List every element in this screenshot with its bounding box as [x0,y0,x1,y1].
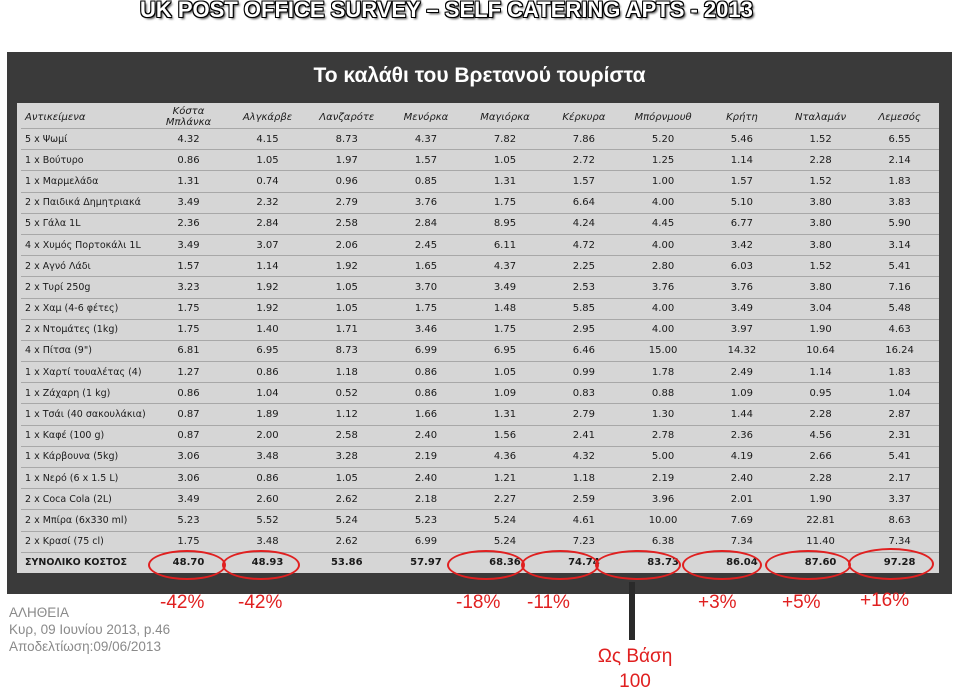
table-row [21,383,939,404]
price-cell: 3.28 [307,446,386,467]
table-row [21,319,939,340]
highlight-oval-corfu [521,550,599,580]
price-cell: 0.96 [307,171,386,192]
price-cell: 3.70 [387,277,466,298]
price-cell: 22.81 [781,510,860,531]
price-cell: 2.53 [545,277,624,298]
column-header: Κόστα Μπλάνκα [149,106,228,129]
price-cell: 1.14 [703,150,781,171]
price-cell: 3.48 [228,531,307,552]
row-label: 1 x Χαρτί τουαλέτας (4) [21,362,149,383]
table-row [21,277,939,298]
price-cell: 3.49 [149,192,228,213]
price-cell: 7.86 [545,129,624,150]
price-cell: 5.20 [623,129,703,150]
price-cell: 0.83 [545,383,624,404]
highlight-oval-limassol [848,548,934,580]
price-cell: 4.37 [387,129,466,150]
price-cell: 1.05 [307,277,386,298]
total-cell: 86.04 [726,557,758,569]
price-cell: 4.00 [623,298,703,319]
price-cell: 1.75 [149,298,228,319]
pct-corfu: -11% [527,592,570,613]
price-cell: 0.88 [623,383,703,404]
price-cell: 1.31 [465,404,544,425]
table-row [21,213,939,234]
price-cell: 3.76 [387,192,466,213]
price-cell: 1.04 [228,383,307,404]
pct-crete: +3% [698,592,737,613]
price-cell: 0.85 [387,171,466,192]
price-cell: 1.92 [307,256,386,277]
price-cell: 2.95 [545,319,624,340]
column-header: Λανζαρότε [307,106,386,129]
price-cell: 0.87 [149,404,228,425]
price-cell: 4.19 [703,446,781,467]
row-label: 5 x Ψωμί [21,129,149,150]
price-cell: 5.41 [860,446,939,467]
price-cell: 6.95 [465,340,544,361]
price-cell: 3.49 [149,489,228,510]
row-label: 2 x Κρασί (75 cl) [21,531,149,552]
price-cell: 15.00 [623,340,703,361]
price-cell: 2.87 [860,404,939,425]
highlight-oval-crete [682,550,762,580]
price-cell: 3.80 [781,213,860,234]
price-cell: 1.71 [307,319,386,340]
row-label: 2 x Μπίρα (6x330 ml) [21,510,149,531]
price-cell: 0.86 [387,362,466,383]
row-label: 1 x Κάρβουνα (5kg) [21,446,149,467]
column-header: Αλγκάρβε [228,106,307,129]
price-cell: 1.52 [781,256,860,277]
price-cell: 3.06 [149,468,228,489]
source-publication: ΑΛΗΘΕΙΑ [9,605,70,620]
price-cell: 4.72 [545,234,624,255]
price-cell: 1.75 [149,531,228,552]
price-cell: 1.05 [307,468,386,489]
highlight-oval-bournemouth [595,550,681,580]
price-cell: 6.64 [545,192,624,213]
row-label: 2 x Ντομάτες (1kg) [21,319,149,340]
price-cell: 8.73 [307,340,386,361]
source-citation [9,604,170,655]
source-date: Κυρ, 09 Ιουνίου 2013, p.46 [9,622,171,637]
price-cell: 1.04 [860,383,939,404]
price-cell: 2.14 [860,150,939,171]
price-cell: 6.38 [623,531,703,552]
highlight-oval-majorca [447,550,525,580]
price-cell: 3.06 [149,446,228,467]
price-cell: 2.17 [860,468,939,489]
price-cell: 0.87 [149,425,228,446]
price-cell: 1.31 [465,171,544,192]
price-cell: 14.32 [703,340,781,361]
table-row [21,192,939,213]
table-row [21,256,939,277]
price-cell: 2.84 [387,213,466,234]
total-cell: 68.36 [489,557,521,569]
total-cell: 48.70 [172,557,205,569]
total-cell: 83.73 [647,557,679,569]
price-cell: 3.46 [387,319,466,340]
highlight-oval-algarve [222,550,300,580]
highlight-oval-costa-blanca [148,550,226,580]
price-cell: 2.62 [307,531,386,552]
price-cell: 6.03 [703,256,781,277]
total-cell: 48.93 [251,557,284,569]
table-row [21,489,939,510]
price-cell: 2.28 [781,468,860,489]
price-cell: 2.62 [307,489,386,510]
price-cell: 2.27 [465,489,544,510]
price-cell: 7.16 [860,277,939,298]
price-cell: 2.40 [703,468,781,489]
price-cell: 4.00 [623,192,703,213]
table-row [21,531,939,552]
price-cell: 5.10 [703,192,781,213]
price-cell: 1.83 [860,171,939,192]
newspaper-scan [7,52,952,594]
price-cell: 3.97 [703,319,781,340]
price-cell: 4.00 [623,234,703,255]
price-cell: 1.27 [149,362,228,383]
table-row [21,446,939,467]
price-cell: 2.49 [703,362,781,383]
price-cell: 2.25 [545,256,624,277]
price-cell: 2.41 [545,425,624,446]
price-cell: 4.56 [781,425,860,446]
total-cell: 53.86 [330,557,363,569]
price-cell: 1.05 [228,150,307,171]
price-cell: 7.23 [545,531,624,552]
row-label: 4 x Πίτσα (9") [21,340,149,361]
price-cell: 2.32 [228,192,307,213]
price-cell: 16.24 [860,340,939,361]
price-cell: 1.92 [228,277,307,298]
price-cell: 5.85 [545,298,624,319]
price-cell: 3.96 [623,489,703,510]
price-cell: 5.46 [703,129,781,150]
price-cell: 0.95 [781,383,860,404]
price-cell: 1.05 [465,362,544,383]
price-cell: 2.58 [307,213,386,234]
price-cell: 1.75 [465,319,544,340]
price-cell: 5.00 [623,446,703,467]
price-cell: 2.18 [387,489,466,510]
total-cell: 97.28 [883,557,916,569]
row-label: 1 x Ζάχαρη (1 kg) [21,383,149,404]
table-row [21,404,939,425]
price-cell: 1.89 [228,404,307,425]
price-cell: 3.80 [781,277,860,298]
price-cell: 10.00 [623,510,703,531]
price-cell: 2.28 [781,404,860,425]
page-title: UK POST OFFICE SURVEY – SELF CATERING APTS - 2013 [140,0,753,22]
price-cell: 2.80 [623,256,703,277]
price-cell: 2.01 [703,489,781,510]
price-cell: 2.28 [781,150,860,171]
price-cell: 1.90 [781,319,860,340]
price-cell: 2.36 [149,213,228,234]
table-header-row [21,106,939,129]
price-cell: 3.23 [149,277,228,298]
base-pointer-line [629,582,635,640]
price-cell: 1.90 [781,489,860,510]
price-cell: 1.57 [703,171,781,192]
price-cell: 1.18 [307,362,386,383]
price-cell: 1.83 [860,362,939,383]
price-cell: 1.00 [623,171,703,192]
price-cell: 1.44 [703,404,781,425]
price-cell: 4.15 [228,129,307,150]
price-cell: 5.24 [307,510,386,531]
total-cell: 87.60 [804,557,837,569]
price-cell: 2.84 [228,213,307,234]
price-cell: 5.90 [860,213,939,234]
price-cell: 1.66 [387,404,466,425]
price-cell: 1.57 [387,150,466,171]
price-cell: 4.24 [545,213,624,234]
price-cell: 2.45 [387,234,466,255]
price-cell: 0.52 [307,383,386,404]
price-cell: 0.86 [228,362,307,383]
price-cell: 1.75 [149,319,228,340]
price-cell: 5.52 [228,510,307,531]
price-cell: 5.48 [860,298,939,319]
price-cell: 1.57 [545,171,624,192]
column-header: Νταλαμάν [781,106,860,129]
price-cell: 2.19 [387,446,466,467]
price-cell: 3.49 [703,298,781,319]
row-label: 2 x Coca Cola (2L) [21,489,149,510]
price-cell: 1.52 [781,129,860,150]
row-label: 1 x Καφέ (100 g) [21,425,149,446]
price-cell: 11.40 [781,531,860,552]
table-row [21,150,939,171]
price-cell: 2.31 [860,425,939,446]
row-label: 2 x Αγνό Λάδι [21,256,149,277]
price-cell: 2.40 [387,425,466,446]
price-cell: 4.45 [623,213,703,234]
column-header: Μαγιόρκα [465,106,544,129]
price-cell: 1.75 [387,298,466,319]
price-cell: 3.76 [623,277,703,298]
table-header-items: Αντικείμενα [21,106,149,129]
price-table [21,106,939,573]
price-cell: 3.76 [703,277,781,298]
table-row [21,171,939,192]
price-cell: 5.23 [149,510,228,531]
table-row [21,510,939,531]
price-cell: 4.32 [545,446,624,467]
pct-dalaman: +5% [782,592,821,613]
table-row [21,340,939,361]
base-note-label: Ως Βάση [597,646,673,667]
price-cell: 1.12 [307,404,386,425]
row-label: 1 x Νερό (6 x 1.5 L) [21,468,149,489]
price-cell: 7.34 [703,531,781,552]
price-cell: 1.56 [465,425,544,446]
price-cell: 2.79 [307,192,386,213]
price-cell: 4.37 [465,256,544,277]
price-cell: 3.37 [860,489,939,510]
column-header: Μπόρνμουθ [623,106,703,129]
price-cell: 1.65 [387,256,466,277]
price-cell: 2.59 [545,489,624,510]
pct-majorca: -18% [456,592,501,613]
price-cell: 6.11 [465,234,544,255]
price-cell: 1.75 [465,192,544,213]
table-row [21,129,939,150]
price-cell: 1.78 [623,362,703,383]
column-header: Κρήτη [703,106,781,129]
row-label: 4 x Χυμός Πορτοκάλι 1L [21,234,149,255]
row-label: 1 x Μαρμελάδα [21,171,149,192]
price-cell: 0.86 [228,468,307,489]
price-cell: 0.99 [545,362,624,383]
price-cell: 3.49 [465,277,544,298]
price-cell: 3.49 [149,234,228,255]
price-cell: 1.09 [465,383,544,404]
column-header: Κέρκυρα [545,106,624,129]
price-cell: 1.14 [781,362,860,383]
price-cell: 2.78 [623,425,703,446]
price-cell: 1.25 [623,150,703,171]
table-row [21,362,939,383]
price-cell: 1.40 [228,319,307,340]
price-cell: 3.42 [703,234,781,255]
price-cell: 3.14 [860,234,939,255]
price-cell: 3.48 [228,446,307,467]
price-cell: 4.00 [623,319,703,340]
table-row [21,234,939,255]
price-cell: 2.72 [545,150,624,171]
price-cell: 1.31 [149,171,228,192]
source-clipping-date: Αποδελτίωση:09/06/2013 [9,639,161,654]
price-cell: 5.24 [465,531,544,552]
price-cell: 8.73 [307,129,386,150]
price-cell: 8.63 [860,510,939,531]
price-cell: 1.97 [307,150,386,171]
price-cell: 2.66 [781,446,860,467]
price-cell: 2.36 [703,425,781,446]
price-cell: 4.36 [465,446,544,467]
price-cell: 1.09 [703,383,781,404]
price-cell: 6.46 [545,340,624,361]
table-row [21,468,939,489]
price-cell: 1.21 [465,468,544,489]
price-cell: 3.80 [781,234,860,255]
base-note-value: 100 [619,671,651,692]
price-table-panel [17,103,939,573]
price-cell: 4.61 [545,510,624,531]
price-cell: 0.86 [387,383,466,404]
price-cell: 3.07 [228,234,307,255]
price-cell: 3.04 [781,298,860,319]
price-cell: 1.05 [307,298,386,319]
total-cell: 57.97 [410,557,442,569]
pct-limassol: +16% [860,590,910,611]
price-cell: 6.81 [149,340,228,361]
price-cell: 2.06 [307,234,386,255]
column-header: Λεμεσός [860,106,939,129]
price-cell: 6.99 [387,531,466,552]
table-row [21,298,939,319]
price-cell: 5.41 [860,256,939,277]
price-cell: 5.24 [465,510,544,531]
clipping-banner: Το καλάθι του Βρετανού τουρίστα [313,64,646,87]
total-cell: 74.74 [568,557,600,569]
price-cell: 5.23 [387,510,466,531]
price-cell: 7.82 [465,129,544,150]
price-cell: 0.74 [228,171,307,192]
price-cell: 6.77 [703,213,781,234]
price-cell: 2.60 [228,489,307,510]
row-label: ΣΥΝΟΛΙΚΟ ΚΟΣΤΟΣ [25,557,127,569]
price-cell: 2.79 [545,404,624,425]
price-cell: 4.63 [860,319,939,340]
row-label: 5 x Γάλα 1L [21,213,149,234]
price-cell: 6.95 [228,340,307,361]
row-label: 1 x Τσάι (40 σακουλάκια) [21,404,149,425]
price-cell: 3.83 [860,192,939,213]
price-cell: 1.18 [545,468,624,489]
base-note [585,644,685,694]
row-label: 2 x Χαμ (4-6 φέτες) [21,298,149,319]
row-label: 1 x Βούτυρο [21,150,149,171]
highlight-oval-dalaman [765,550,851,580]
price-cell: 1.05 [465,150,544,171]
price-cell: 1.30 [623,404,703,425]
row-label: 2 x Τυρί 250g [21,277,149,298]
price-cell: 2.40 [387,468,466,489]
price-cell: 1.52 [781,171,860,192]
price-cell: 2.19 [623,468,703,489]
price-cell: 0.86 [149,383,228,404]
price-cell: 8.95 [465,213,544,234]
price-cell: 2.58 [307,425,386,446]
price-cell: 1.14 [228,256,307,277]
row-label: 2 x Παιδικά Δημητριακά [21,192,149,213]
price-cell: 6.55 [860,129,939,150]
price-cell: 0.86 [149,150,228,171]
pct-costa-blanca: -42% [160,592,205,613]
price-cell: 7.69 [703,510,781,531]
price-cell: 2.00 [228,425,307,446]
table-row [21,425,939,446]
price-cell: 6.99 [387,340,466,361]
price-cell: 1.92 [228,298,307,319]
price-cell: 10.64 [781,340,860,361]
column-header: Μενόρκα [387,106,466,129]
pct-algarve: -42% [238,592,283,613]
price-cell: 1.57 [149,256,228,277]
price-cell: 1.48 [465,298,544,319]
price-cell: 3.80 [781,192,860,213]
price-cell: 4.32 [149,129,228,150]
price-cell: 7.34 [860,531,939,552]
